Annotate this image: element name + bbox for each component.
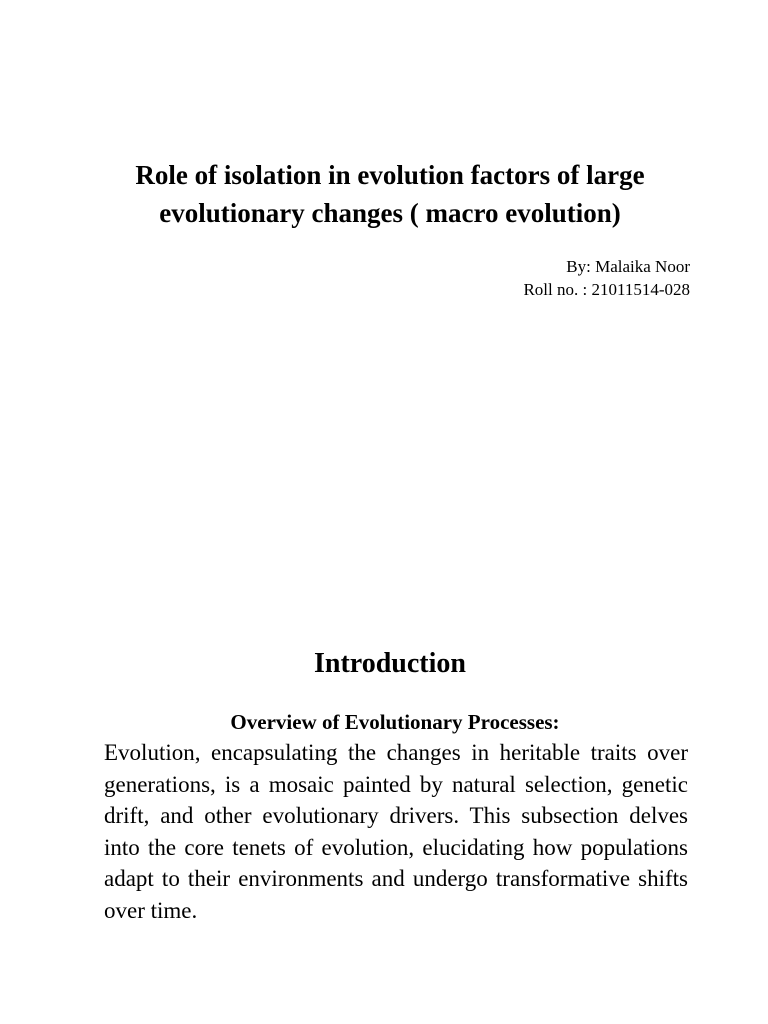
- roll-number: Roll no. : 21011514-028: [523, 280, 690, 299]
- author-name: By: Malaika Noor: [566, 257, 690, 276]
- section-heading: Introduction: [314, 648, 466, 679]
- body-paragraph: Evolution, encapsulating the changes in heritable traits over generations, is a mosaic painted by natural selection, genetic drift, and other evolutionary drivers. This subsection delves into the core tenets of evolution, elucidating how populations adapt to their environments and undergo transformative shifts over time.: [104, 740, 688, 923]
- title-line-1: Role of isolation in evolution factors of large: [135, 160, 645, 190]
- document-title: [60, 156, 720, 232]
- subsection-heading: Overview of Evolutionary Processes:: [230, 710, 560, 734]
- title-line-2: evolutionary changes ( macro evolution): [159, 198, 621, 228]
- author-info: [523, 255, 690, 301]
